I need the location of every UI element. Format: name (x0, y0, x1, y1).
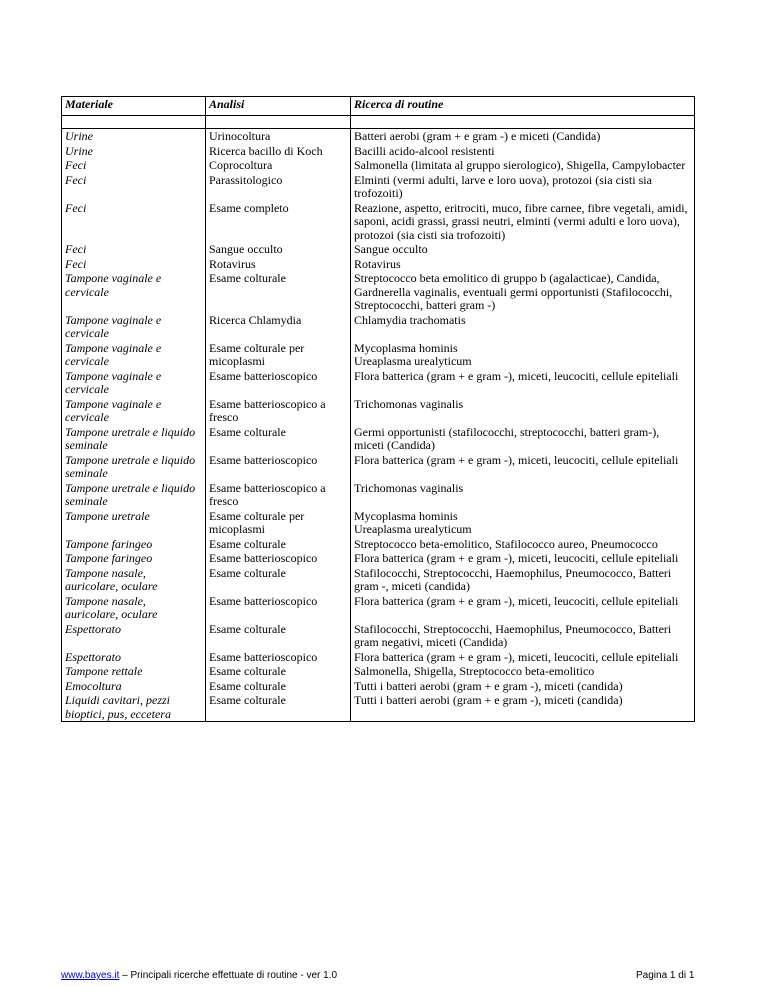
cell-ricerca: Flora batterica (gram + e gram -), miceti, leucociti, cellule epiteliali (351, 551, 695, 566)
cell-ricerca: Mycoplasma hominis Ureaplasma urealyticum (351, 341, 695, 369)
cell-ricerca: Chlamydia trachomatis (351, 313, 695, 341)
cell-materiale: Feci (62, 242, 206, 257)
cell-analisi: Esame batterioscopico (206, 453, 351, 481)
cell-analisi: Esame colturale (206, 622, 351, 650)
cell-materiale: Emocoltura (62, 679, 206, 694)
cell-analisi: Esame batterioscopico (206, 551, 351, 566)
cell-materiale: Tampone vaginale e cervicale (62, 271, 206, 313)
cell-ricerca: Batteri aerobi (gram + e gram -) e miceti (Candida) (351, 129, 695, 144)
cell-ricerca: Reazione, aspetto, eritrociti, muco, fibre carnee, fibre vegetali, amidi, saponi, acidi grassi, grassi neutri, elminti (vermi adulti e loro uova), protozoi (sia cisti sia trofozoiti) (351, 201, 695, 243)
table-row (62, 369, 695, 397)
cell-analisi: Esame batterioscopico a fresco (206, 481, 351, 509)
cell-ricerca: Tutti i batteri aerobi (gram + e gram -), miceti (candida) (351, 679, 695, 694)
table-row (62, 664, 695, 679)
footer-link[interactable]: www.bayes.it (61, 970, 120, 981)
cell-ricerca: Salmonella (limitata al gruppo sierologico), Shigella, Campylobacter (351, 158, 695, 173)
table-row (62, 453, 695, 481)
table-header-row (62, 97, 695, 116)
table-row (62, 397, 695, 425)
cell-materiale: Tampone vaginale e cervicale (62, 397, 206, 425)
cell-materiale: Espettorato (62, 622, 206, 650)
table-row (62, 594, 695, 622)
cell-analisi: Esame batterioscopico a fresco (206, 397, 351, 425)
table-row (62, 341, 695, 369)
table-row (62, 679, 695, 694)
table-row (62, 693, 695, 722)
table-row (62, 173, 695, 201)
cell-analisi: Esame batterioscopico (206, 650, 351, 665)
header-materiale: Materiale (62, 97, 206, 116)
cell-ricerca: Streptococco beta emolitico di gruppo b (agalacticae), Candida, Gardnerella vaginalis, eventuali germi opportunisti (Stafilococchi, Streptococchi, batteri gram -) (351, 271, 695, 313)
cell-ricerca: Tutti i batteri aerobi (gram + e gram -), miceti (candida) (351, 693, 695, 722)
cell-analisi: Parassitologico (206, 173, 351, 201)
routine-tests-table (61, 96, 695, 722)
cell-materiale: Tampone uretrale e liquido seminale (62, 453, 206, 481)
table-row (62, 481, 695, 509)
footer-left (61, 970, 337, 981)
cell-materiale: Tampone rettale (62, 664, 206, 679)
header-analisi: Analisi (206, 97, 351, 116)
cell-ricerca: Flora batterica (gram + e gram -), miceti, leucociti, cellule epiteliali (351, 650, 695, 665)
cell-analisi: Esame colturale (206, 693, 351, 722)
cell-materiale: Tampone vaginale e cervicale (62, 341, 206, 369)
cell-analisi: Sangue occulto (206, 242, 351, 257)
cell-materiale: Tampone vaginale e cervicale (62, 313, 206, 341)
cell-materiale: Tampone uretrale e liquido seminale (62, 481, 206, 509)
cell-materiale: Tampone uretrale (62, 509, 206, 537)
cell-analisi: Esame colturale (206, 537, 351, 552)
cell-analisi: Rotavirus (206, 257, 351, 272)
cell-materiale: Urine (62, 144, 206, 159)
table-row (62, 144, 695, 159)
table-row (62, 201, 695, 243)
cell-materiale: Feci (62, 158, 206, 173)
table-row (62, 622, 695, 650)
cell-ricerca: Flora batterica (gram + e gram -), miceti, leucociti, cellule epiteliali (351, 369, 695, 397)
cell-materiale: Feci (62, 201, 206, 243)
header-ricerca: Ricerca di routine (351, 97, 695, 116)
cell-analisi: Urinocoltura (206, 129, 351, 144)
table-row (62, 566, 695, 594)
cell-materiale: Feci (62, 257, 206, 272)
cell-materiale: Liquidi cavitari, pezzi bioptici, pus, eccetera (62, 693, 206, 722)
cell-analisi: Esame colturale (206, 271, 351, 313)
cell-analisi: Ricerca Chlamydia (206, 313, 351, 341)
table-spacer-row (62, 116, 695, 129)
cell-ricerca: Stafilococchi, Streptococchi, Haemophilus, Pneumococco, Batteri gram negativi, miceti (Candida) (351, 622, 695, 650)
table-row (62, 313, 695, 341)
cell-materiale: Tampone faringeo (62, 537, 206, 552)
table-row (62, 509, 695, 537)
table-row (62, 158, 695, 173)
table-row (62, 537, 695, 552)
cell-materiale: Tampone nasale, auricolare, oculare (62, 594, 206, 622)
cell-ricerca: Salmonella, Shigella, Streptococco beta-emolitico (351, 664, 695, 679)
cell-ricerca: Elminti (vermi adulti, larve e loro uova), protozoi (sia cisti sia trofozoiti) (351, 173, 695, 201)
cell-analisi: Esame colturale (206, 679, 351, 694)
cell-analisi: Esame colturale (206, 566, 351, 594)
cell-analisi: Esame colturale per micoplasmi (206, 341, 351, 369)
cell-materiale: Espettorato (62, 650, 206, 665)
cell-materiale: Tampone vaginale e cervicale (62, 369, 206, 397)
table-row (62, 425, 695, 453)
cell-analisi: Ricerca bacillo di Koch (206, 144, 351, 159)
cell-ricerca: Flora batterica (gram + e gram -), miceti, leucociti, cellule epiteliali (351, 453, 695, 481)
cell-analisi: Coprocoltura (206, 158, 351, 173)
table-row (62, 129, 695, 144)
cell-materiale: Feci (62, 173, 206, 201)
cell-analisi: Esame batterioscopico (206, 594, 351, 622)
table-row (62, 271, 695, 313)
cell-materiale: Urine (62, 129, 206, 144)
cell-ricerca: Flora batterica (gram + e gram -), miceti, leucociti, cellule epiteliali (351, 594, 695, 622)
cell-analisi: Esame colturale per micoplasmi (206, 509, 351, 537)
cell-materiale: Tampone faringeo (62, 551, 206, 566)
cell-ricerca: Streptococco beta-emolitico, Stafilococco aureo, Pneumococco (351, 537, 695, 552)
cell-ricerca: Trichomonas vaginalis (351, 397, 695, 425)
cell-materiale: Tampone uretrale e liquido seminale (62, 425, 206, 453)
cell-materiale: Tampone nasale, auricolare, oculare (62, 566, 206, 594)
footer-doc-title: – Principali ricerche effettuate di routine - ver 1.0 (119, 970, 338, 981)
table-row (62, 257, 695, 272)
table-row (62, 242, 695, 257)
cell-analisi: Esame completo (206, 201, 351, 243)
cell-ricerca: Trichomonas vaginalis (351, 481, 695, 509)
cell-ricerca: Stafilococchi, Streptococchi, Haemophilus, Pneumococco, Batteri gram -, miceti (candida) (351, 566, 695, 594)
table-row (62, 650, 695, 665)
cell-ricerca: Rotavirus (351, 257, 695, 272)
cell-analisi: Esame batterioscopico (206, 369, 351, 397)
cell-ricerca: Germi opportunisti (stafilococchi, streptococchi, batteri gram-), miceti (Candida) (351, 425, 695, 453)
cell-analisi: Esame colturale (206, 425, 351, 453)
cell-ricerca: Bacilli acido-alcool resistenti (351, 144, 695, 159)
footer-page-number: Pagina 1 di 1 (636, 970, 695, 981)
cell-analisi: Esame colturale (206, 664, 351, 679)
cell-ricerca: Sangue occulto (351, 242, 695, 257)
table-row (62, 551, 695, 566)
cell-ricerca: Mycoplasma hominis Ureaplasma urealyticum (351, 509, 695, 537)
